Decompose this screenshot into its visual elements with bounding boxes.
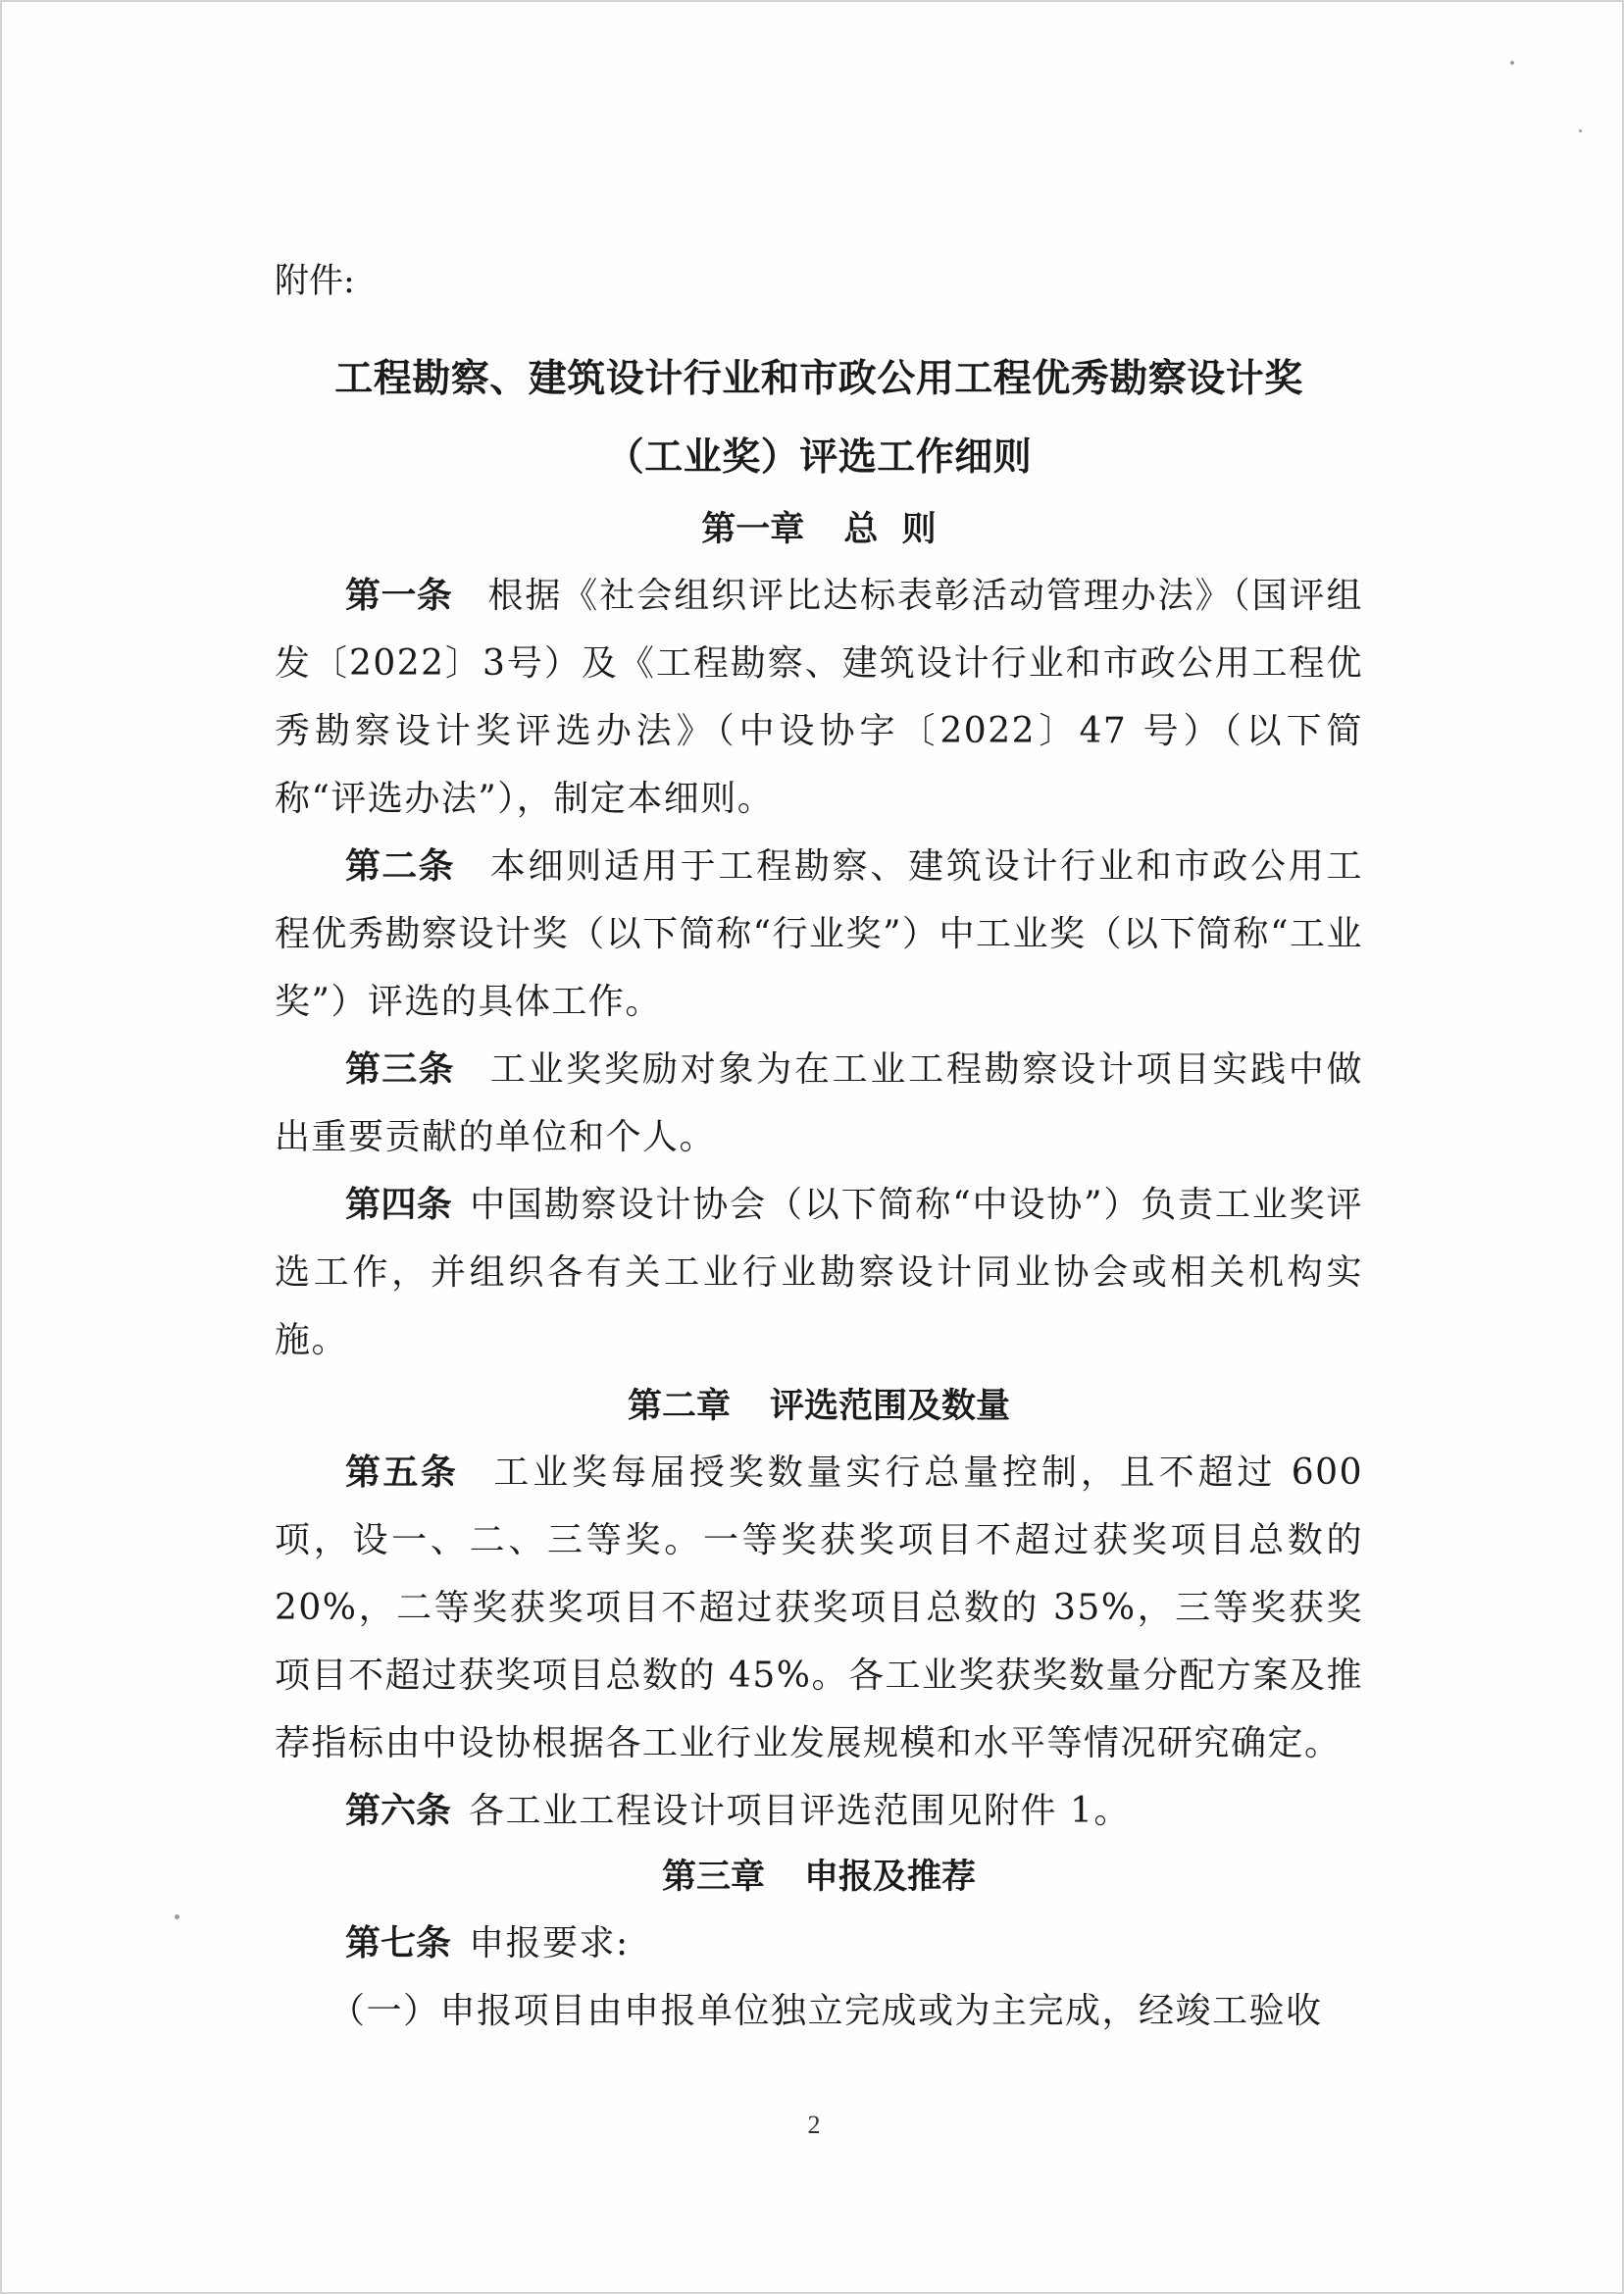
page-number: 2: [807, 2111, 821, 2139]
article-6: [275, 1777, 1363, 1845]
chapter-1-heading: [275, 497, 1363, 562]
article-5: [275, 1439, 1363, 1777]
scan-speck: [1579, 129, 1582, 132]
article-label: 第一条: [345, 576, 453, 617]
document-body: [275, 259, 1363, 2045]
attachment-label: 附件:: [275, 262, 355, 301]
article-1: [275, 562, 1363, 833]
article-4: [275, 1171, 1363, 1374]
chapter-name: 评选范围及数量: [770, 1387, 1011, 1427]
article-text: 各工业工程设计项目评选范围见附件 1。: [469, 1791, 1131, 1832]
article-text: 工业奖每届授奖数量实行总量控制，且不超过 600 项，设一、二、三等奖。一等奖获奖项目不超过获奖项目总数的 20%，二等奖获奖项目不超过获奖项目总数的 35%，三等奖获奖项目不超过获奖项目总数的 45%。各工业奖获奖数量分配方案及推荐指标由中设协根据各工业行业发展规模和水平等情况研究确定。: [275, 1453, 1363, 1764]
article-label: 第四条: [345, 1185, 453, 1226]
scan-speck: [175, 1914, 179, 1919]
chapter-number: 第二章: [627, 1387, 731, 1427]
chapter-2-heading: [275, 1374, 1363, 1439]
chapter-3-heading: [275, 1845, 1363, 1910]
document-title-line-1: 工程勘察、建筑设计行业和市政公用工程优秀勘察设计奖: [334, 357, 1303, 402]
document-title-line-2: （工业奖）评选工作细则: [605, 435, 1033, 481]
article-7-item-1: [275, 1977, 1363, 2045]
scan-speck: [1510, 61, 1514, 65]
chapter-name: 总 则: [843, 510, 937, 550]
item-text: （一）申报项目由申报单位独立完成或为主完成，经竣工验收: [330, 1991, 1323, 2032]
article-text: 根据《社会组织评比达标表彰活动管理办法》（国评组发〔2022〕3号）及《工程勘察、建筑设计行业和市政公用工程优秀勘察设计奖评选办法》（中设协字〔2022〕47 号）（以下简称“评选办法”），制定本细则。: [275, 576, 1363, 820]
chapter-name: 申报及推荐: [804, 1858, 977, 1898]
article-7: [275, 1910, 1363, 1977]
article-3: [275, 1036, 1363, 1171]
article-2: [275, 833, 1363, 1036]
chapter-number: 第一章: [701, 510, 805, 550]
article-label: 第五条: [345, 1453, 459, 1494]
article-label: 第七条: [345, 1923, 452, 1964]
article-label: 第二条: [345, 846, 455, 888]
article-label: 第三条: [345, 1049, 455, 1091]
article-text: 本细则适用于工程勘察、建筑设计行业和市政公用工程优秀勘察设计奖（以下简称“行业奖”）中工业奖（以下简称“工业奖”）评选的具体工作。: [275, 846, 1363, 1023]
chapter-number: 第三章: [661, 1858, 765, 1898]
article-label: 第六条: [345, 1791, 452, 1832]
article-text: 申报要求:: [469, 1923, 630, 1964]
article-text: 中国勘察设计协会（以下简称“中设协”）负责工业奖评选工作，并组织各有关工业行业勘察设计同业协会或相关机构实施。: [275, 1185, 1363, 1361]
article-text: 工业奖奖励对象为在工业工程勘察设计项目实践中做出重要贡献的单位和个人。: [275, 1049, 1363, 1158]
